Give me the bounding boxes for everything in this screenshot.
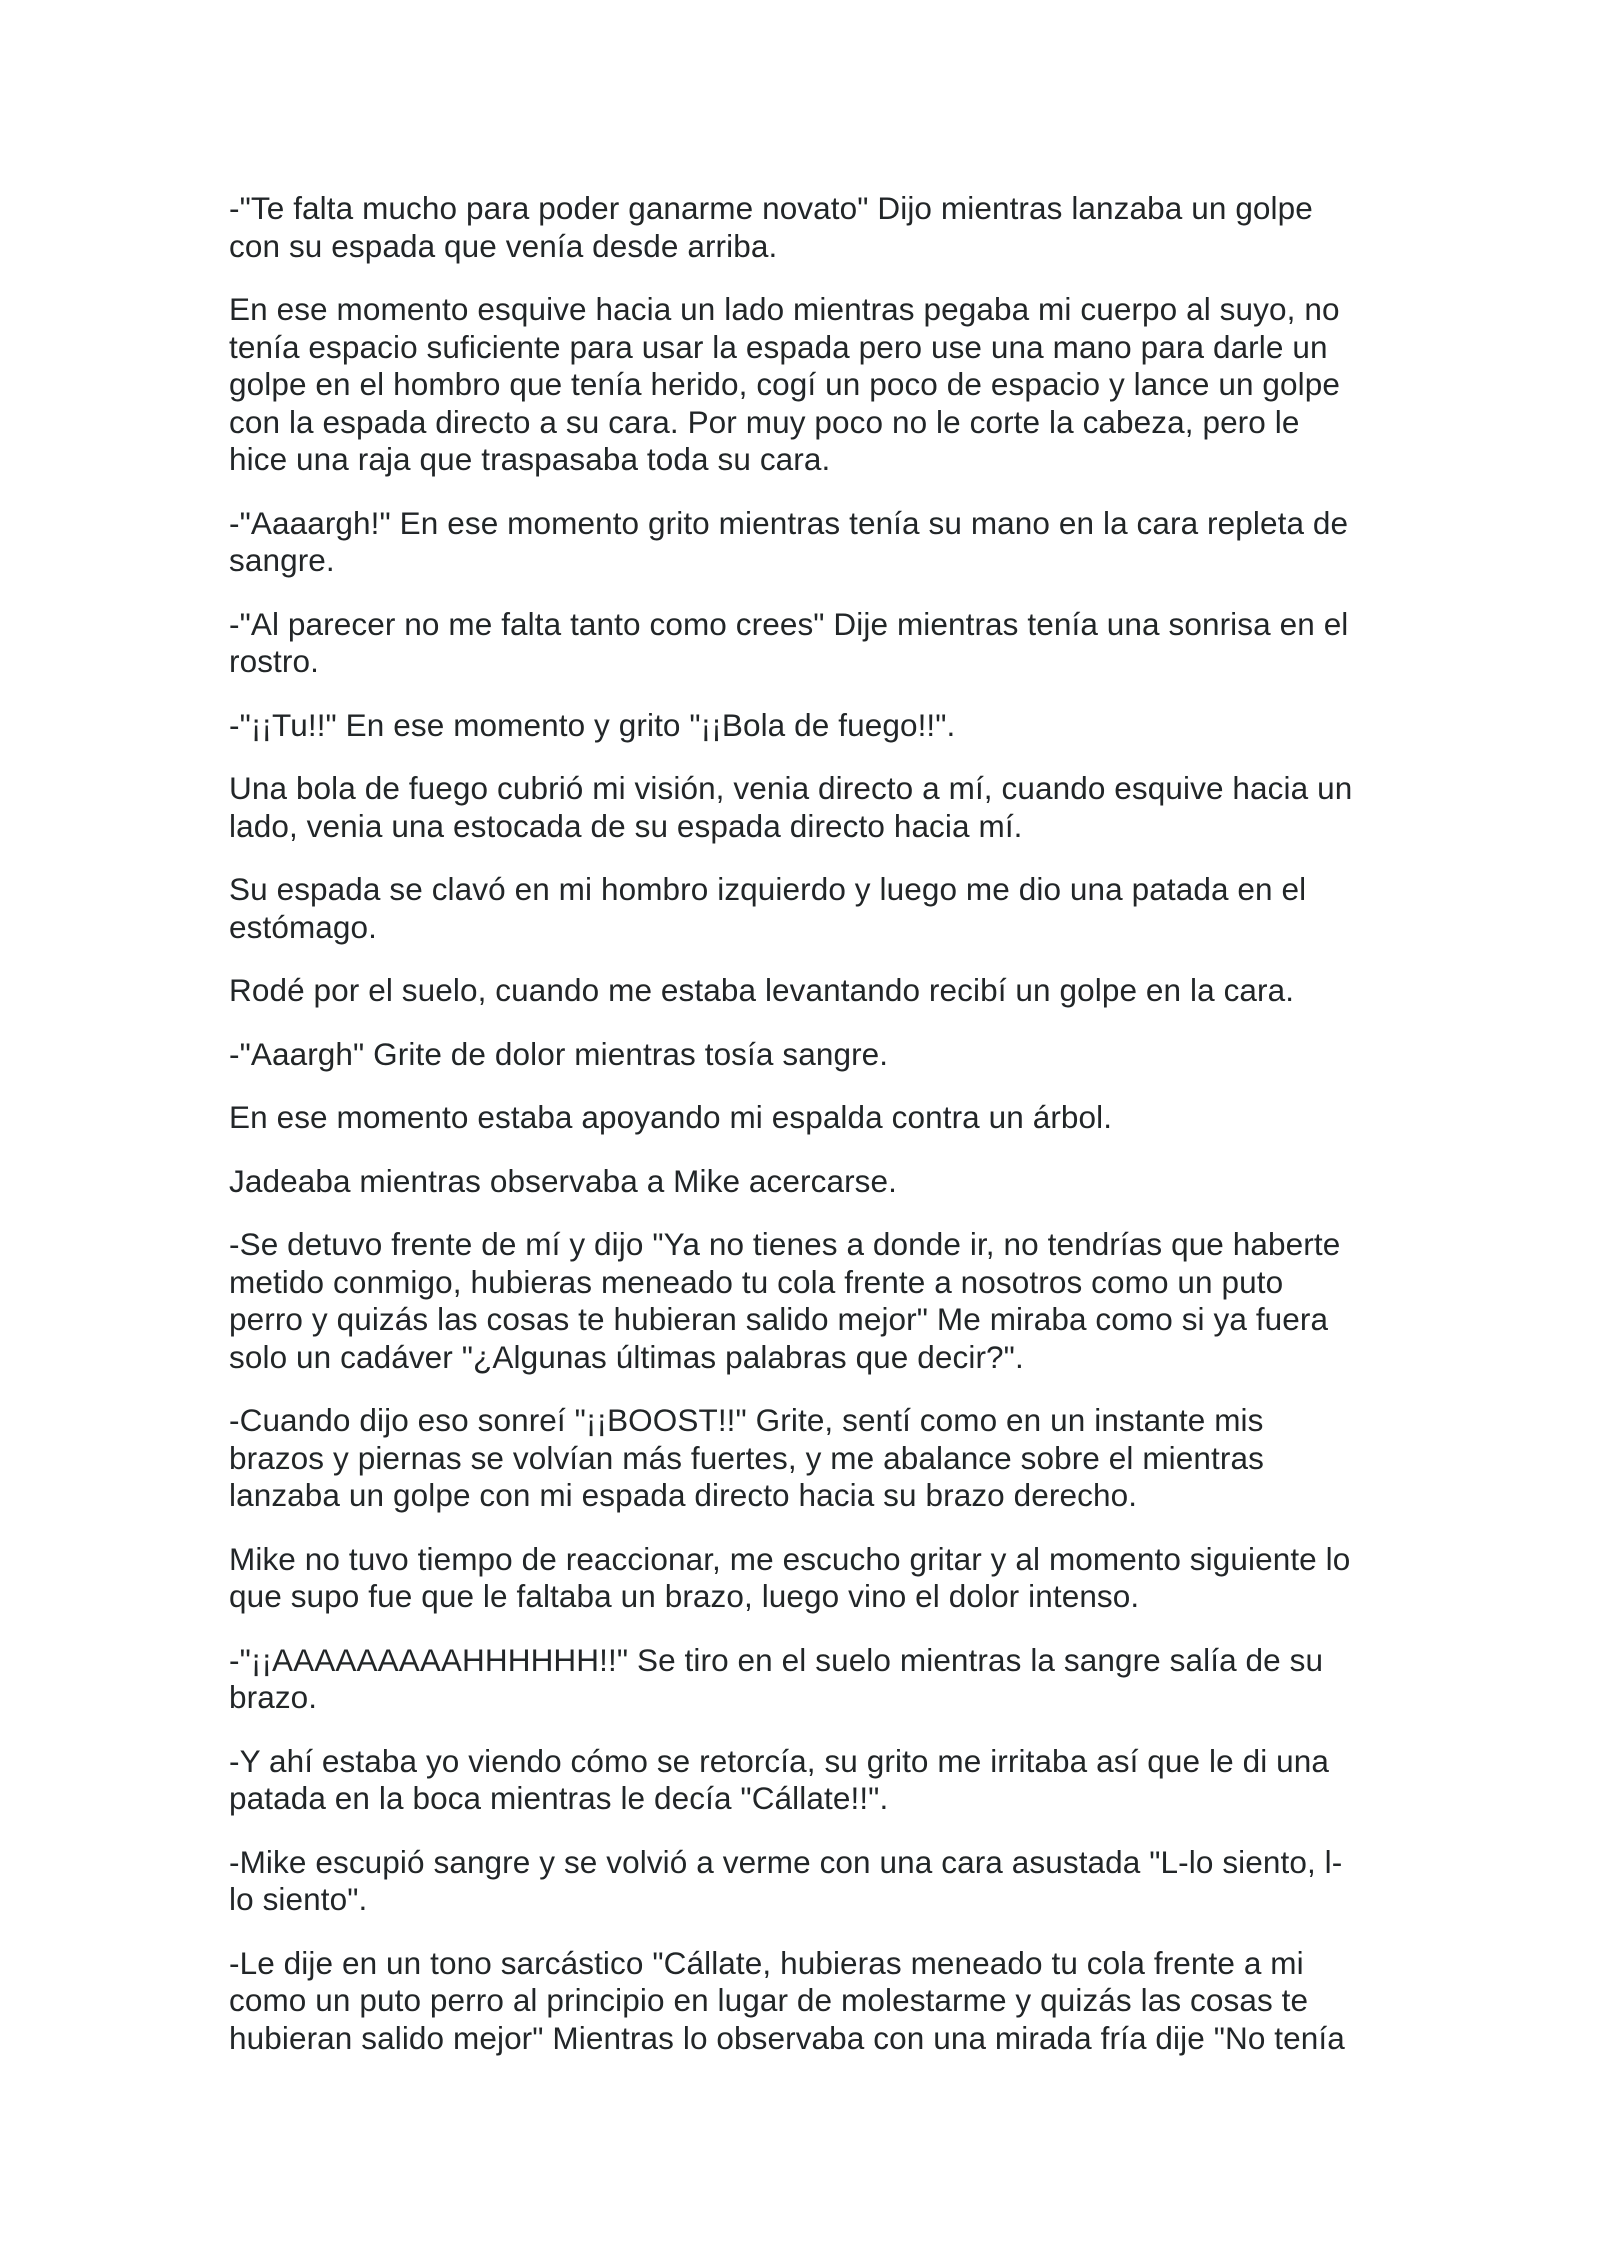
paragraph-7: Su espada se clavó en mi hombro izquierdo y luego me dio una patada en el estómago. [229,871,1307,945]
paragraph-1: -"Te falta mucho para poder ganarme novato" Dijo mientras lanzaba un golpe con su espada que venía desde arriba. [229,190,1313,264]
paragraph-9: -"Aaargh" Grite de dolor mientras tosía sangre. [229,1035,889,1072]
paragraph-3: -"Aaaargh!" En ese momento grito mientras tenía su mano en la cara repleta de sangre. [229,504,1349,578]
document-body [229,190,1379,2083]
paragraph-10: En ese momento estaba apoyando mi espalda contra un árbol. [229,1099,1113,1135]
paragraph-17: -Mike escupió sangre y se volvió a verme con una cara asustada "L-lo siento, l- lo siento". [229,1843,1343,1917]
paragraph-2: En ese momento esquive hacia un lado mientras pegaba mi cuerpo al suyo, no tenía espacio suficiente para usar la espada pero use una mano para darle un golpe en el hombro que tenía herido, cogí un poco de espacio y lance un golpe con la espada directo a su cara. Por muy poco no le corte la cabeza, pero le hice una raja que traspasaba toda su cara. [229,291,1340,477]
paragraph-4: -"Al parecer no me falta tanto como crees" Dije mientras tenía una sonrisa en el rostro. [229,605,1349,679]
paragraph-14: Mike no tuvo tiempo de reaccionar, me escucho gritar y al momento siguiente lo que supo fue que le faltaba un brazo, luego vino el dolor intenso. [229,1540,1351,1614]
paragraph-12: -Se detuvo frente de mí y dijo "Ya no tienes a donde ir, no tendrías que haberte metido conmigo, hubieras meneado tu cola frente a nosotros como un puto perro y quizás las cosas te hubieran salido mejor" Me miraba como si ya fuera solo un cadáver "¿Algunas últimas palabras que decir?". [229,1226,1341,1375]
paragraph-13: -Cuando dijo eso sonreí "¡¡BOOST!!" Grite, sentí como en un instante mis brazos y piernas se volvían más fuertes, y me abalance sobre el mientras lanzaba un golpe con mi espada directo hacia su brazo derecho. [229,1402,1264,1513]
paragraph-16: -Y ahí estaba yo viendo cómo se retorcía, su grito me irritaba así que le di una patada en la boca mientras le decía "Cállate!!". [229,1742,1330,1816]
paragraph-18: -Le dije en un tono sarcástico "Cállate, hubieras meneado tu cola frente a mi como un puto perro al principio en lugar de molestarme y quizás las cosas te hubieran salido mejor" Mientras lo observaba con una mirada fría dije "No tenía [229,1944,1345,2056]
paragraph-11: Jadeaba mientras observaba a Mike acercarse. [229,1162,897,1199]
paragraph-8: Rodé por el suelo, cuando me estaba levantando recibí un golpe en la cara. [229,972,1295,1008]
paragraph-5: -"¡¡Tu!!" En ese momento y grito "¡¡Bola de fuego!!". [229,706,956,743]
paragraph-15: -"¡¡AAAAAAAAAHHHHHH!!" Se tiro en el suelo mientras la sangre salía de su brazo. [229,1641,1324,1715]
paragraph-6: Una bola de fuego cubrió mi visión, venia directo a mí, cuando esquive hacia un lado, venia una estocada de su espada directo hacia mí. [229,770,1353,844]
